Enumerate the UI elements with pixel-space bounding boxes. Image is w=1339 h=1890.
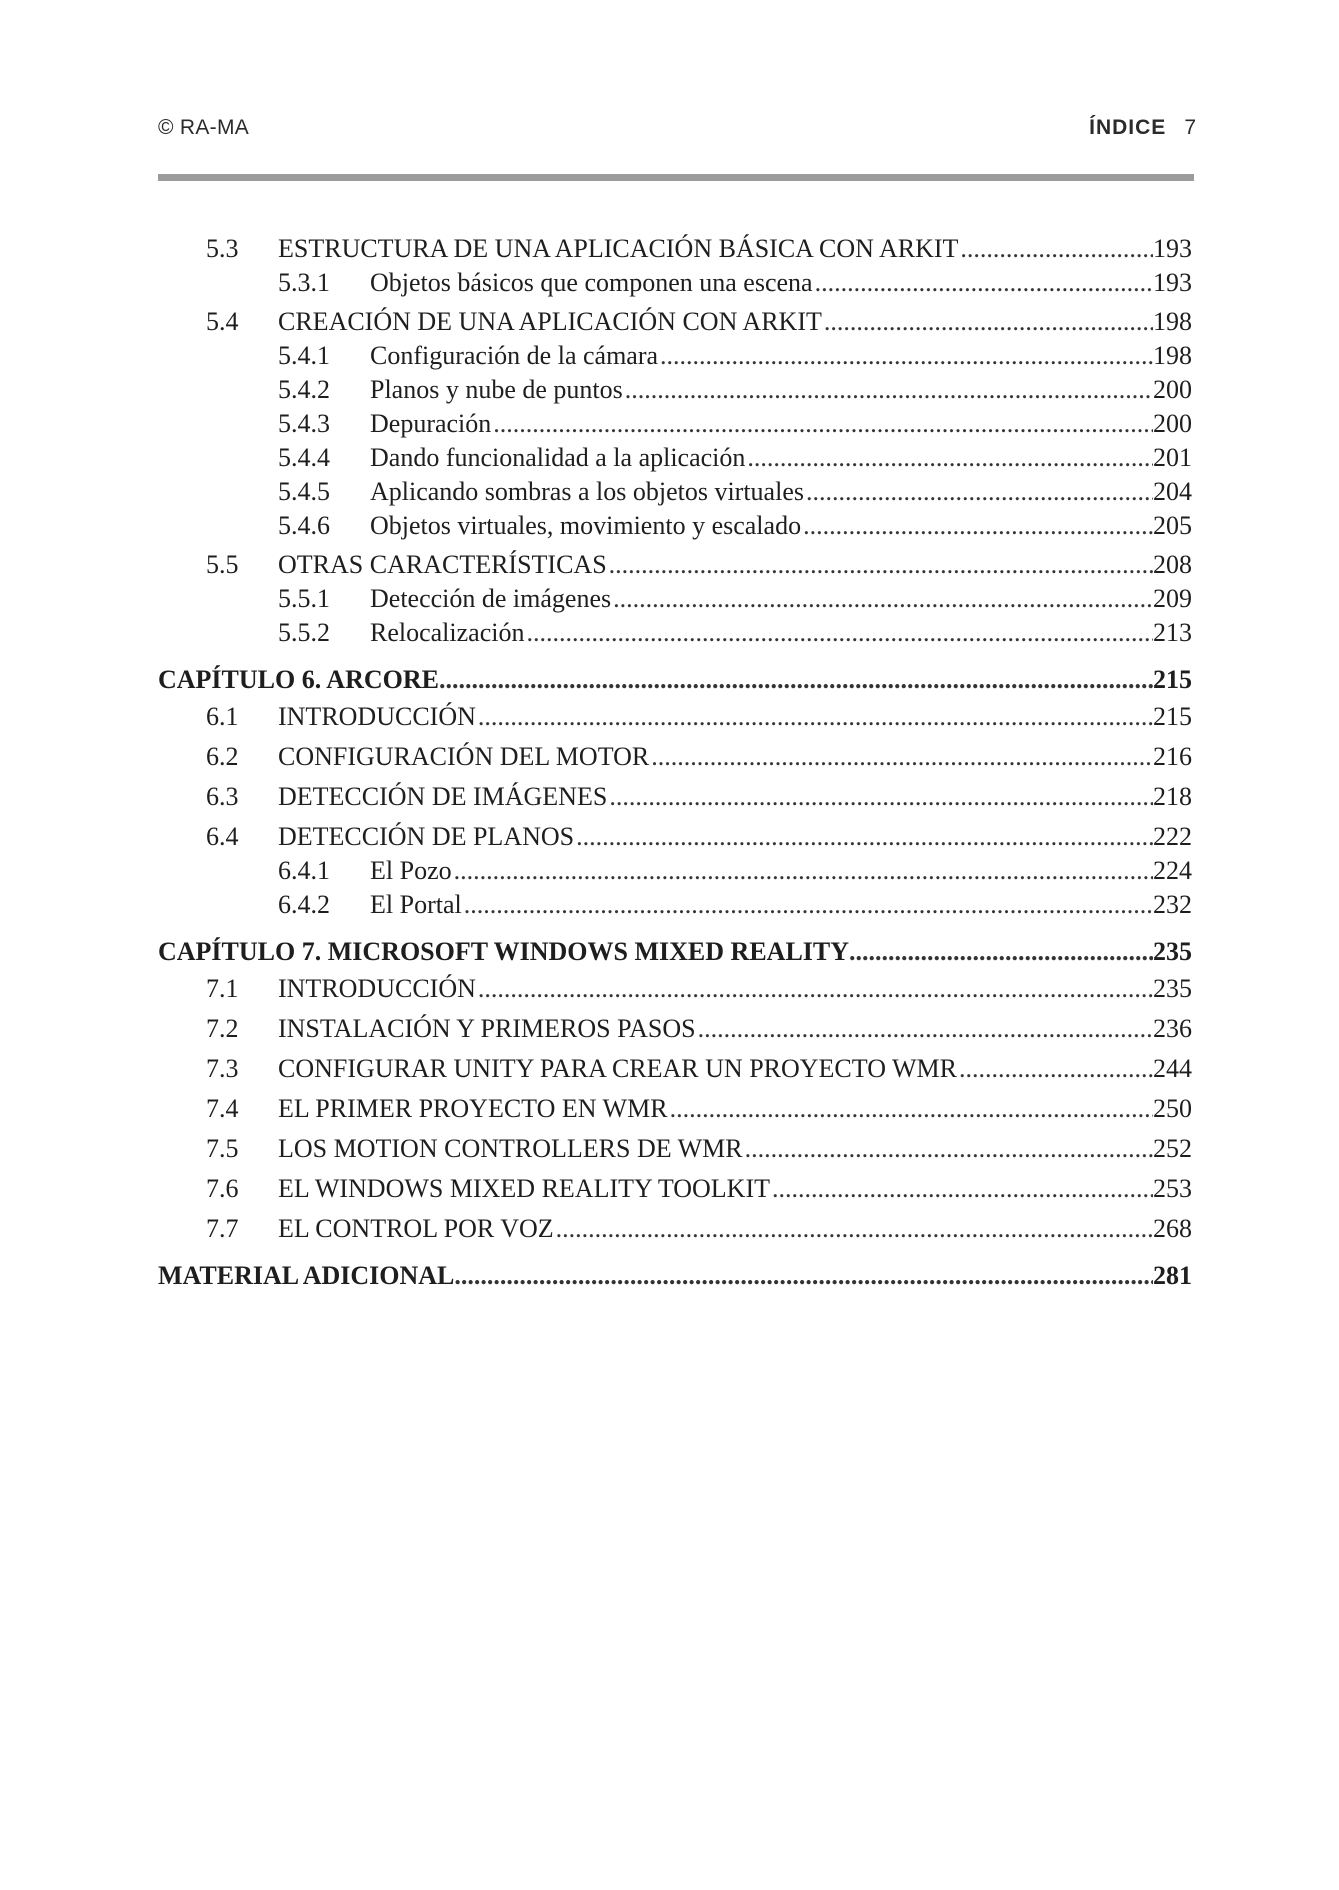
toc-entry-title: EL PRIMER PROYECTO EN WMR xyxy=(278,1094,668,1123)
dot-leader xyxy=(849,932,1153,972)
running-head xyxy=(158,116,1196,146)
toc-entry-number: 5.5.1 xyxy=(278,584,330,613)
dot-leader xyxy=(454,854,1153,888)
toc-entry-page: 253 xyxy=(1153,1174,1192,1203)
toc-entry-7-7[interactable] xyxy=(158,1212,1192,1246)
toc-entry-title: DETECCIÓN DE PLANOS xyxy=(278,822,575,851)
toc-entry-title: Objetos virtuales, movimiento y escalado xyxy=(370,511,802,540)
toc-entry-number: 6.4 xyxy=(206,822,239,851)
toc-entry-title: EL CONTROL POR VOZ xyxy=(278,1214,554,1243)
toc-entry-title: OTRAS CARACTERÍSTICAS xyxy=(278,550,607,579)
running-head-title: ÍNDICE xyxy=(1089,116,1167,139)
toc-entry-number: 5.4.4 xyxy=(278,443,330,472)
toc-entry-5-4-1[interactable] xyxy=(158,339,1192,373)
toc-entry-page: 208 xyxy=(1153,550,1192,579)
toc-entry-5-3[interactable] xyxy=(158,232,1192,266)
dot-leader xyxy=(464,888,1153,922)
toc-entry-6-1[interactable] xyxy=(158,700,1192,734)
toc-entry-page: 244 xyxy=(1153,1054,1192,1083)
toc-entry-page: 252 xyxy=(1153,1134,1192,1163)
toc-chapter-7[interactable] xyxy=(158,932,1192,972)
toc-entry-page: 193 xyxy=(1153,268,1192,297)
dot-leader xyxy=(439,660,1153,700)
dot-leader xyxy=(745,1132,1153,1166)
toc-entry-7-1[interactable] xyxy=(158,972,1192,1006)
toc-entry-title: Relocalización xyxy=(370,618,525,647)
toc-entry-number: 5.4.5 xyxy=(278,477,330,506)
toc-entry-6-4-2[interactable] xyxy=(158,888,1192,922)
toc-chapter-title: MATERIAL ADICIONAL xyxy=(158,1261,455,1290)
toc-entry-number: 6.2 xyxy=(206,742,239,771)
toc-entry-page: 250 xyxy=(1153,1094,1192,1123)
toc-material-adicional[interactable] xyxy=(158,1256,1192,1296)
toc-entry-7-2[interactable] xyxy=(158,1012,1192,1046)
table-of-contents xyxy=(158,232,1192,1296)
toc-entry-title: Aplicando sombras a los objetos virtuales xyxy=(370,477,804,506)
toc-entry-number: 5.5.2 xyxy=(278,618,330,647)
toc-entry-6-3[interactable] xyxy=(158,780,1192,814)
toc-entry-title: DETECCIÓN DE IMÁGENES xyxy=(278,782,608,811)
toc-entry-title: CONFIGURACIÓN DEL MOTOR xyxy=(278,742,650,771)
toc-entry-number: 5.5 xyxy=(206,550,239,579)
toc-entry-page: 224 xyxy=(1153,856,1192,885)
toc-entry-title: CREACIÓN DE UNA APLICACIÓN CON ARKIT xyxy=(278,307,822,336)
page-number: 7 xyxy=(1184,116,1196,139)
toc-entry-title: INSTALACIÓN Y PRIMEROS PASOS xyxy=(278,1014,696,1043)
toc-entry-number: 5.4.1 xyxy=(278,341,330,370)
dot-leader xyxy=(959,1052,1153,1086)
toc-entry-number: 7.3 xyxy=(206,1054,239,1083)
toc-entry-number: 7.2 xyxy=(206,1014,239,1043)
toc-entry-number: 6.3 xyxy=(206,782,239,811)
toc-entry-number: 6.4.2 xyxy=(278,890,330,919)
toc-entry-page: 235 xyxy=(1153,974,1192,1003)
toc-entry-page: 204 xyxy=(1153,477,1192,506)
toc-entry-title: Detección de imágenes xyxy=(370,584,612,613)
dot-leader xyxy=(803,509,1153,543)
header-rule xyxy=(158,174,1194,181)
toc-entry-page: 216 xyxy=(1153,742,1192,771)
toc-entry-number: 7.6 xyxy=(206,1174,239,1203)
dot-leader xyxy=(651,740,1153,774)
dot-leader xyxy=(526,616,1153,650)
toc-chapter-title: CAPÍTULO 7. MICROSOFT WINDOWS MIXED REALITY xyxy=(158,937,850,966)
toc-entry-number: 5.4.2 xyxy=(278,375,330,404)
toc-entry-page: 213 xyxy=(1153,618,1192,647)
dot-leader xyxy=(625,373,1153,407)
toc-entry-title: El Portal xyxy=(370,890,462,919)
toc-entry-5-3-1[interactable] xyxy=(158,266,1192,300)
toc-entry-title: El Pozo xyxy=(370,856,452,885)
toc-entry-7-4[interactable] xyxy=(158,1092,1192,1126)
toc-entry-5-5[interactable] xyxy=(158,548,1192,582)
toc-entry-5-4-4[interactable] xyxy=(158,441,1192,475)
toc-entry-title: Dando funcionalidad a la aplicación xyxy=(370,443,746,472)
toc-entry-number: 7.5 xyxy=(206,1134,239,1163)
dot-leader xyxy=(478,700,1153,734)
dot-leader xyxy=(609,548,1153,582)
toc-entry-5-4-3[interactable] xyxy=(158,407,1192,441)
dot-leader xyxy=(556,1212,1153,1246)
toc-chapter-page: 215 xyxy=(1153,665,1192,694)
toc-entry-page: 205 xyxy=(1153,511,1192,540)
dot-leader xyxy=(613,582,1153,616)
dot-leader xyxy=(576,820,1153,854)
toc-entry-page: 268 xyxy=(1153,1214,1192,1243)
toc-entry-title: Objetos básicos que componen una escena xyxy=(370,268,813,297)
toc-entry-page: 218 xyxy=(1153,782,1192,811)
toc-entry-number: 7.1 xyxy=(206,974,239,1003)
toc-entry-number: 6.1 xyxy=(206,702,239,731)
dot-leader xyxy=(609,780,1153,814)
dot-leader xyxy=(698,1012,1153,1046)
dot-leader xyxy=(772,1172,1153,1206)
publisher-copyright: © RA-MA xyxy=(158,116,250,139)
dot-leader xyxy=(454,1256,1153,1296)
toc-entry-page: 200 xyxy=(1153,409,1192,438)
toc-entry-number: 5.3 xyxy=(206,234,239,263)
toc-entry-title: INTRODUCCIÓN xyxy=(278,974,476,1003)
dot-leader xyxy=(960,232,1153,266)
toc-entry-5-5-1[interactable] xyxy=(158,582,1192,616)
toc-entry-number: 7.7 xyxy=(206,1214,239,1243)
toc-entry-title: LOS MOTION CONTROLLERS DE WMR xyxy=(278,1134,743,1163)
dot-leader xyxy=(747,441,1153,475)
toc-entry-5-4-6[interactable] xyxy=(158,509,1192,543)
toc-entry-title: CONFIGURAR UNITY PARA CREAR UN PROYECTO WMR xyxy=(278,1054,957,1083)
running-head-right xyxy=(1089,116,1196,140)
toc-entry-5-4-5[interactable] xyxy=(158,475,1192,509)
toc-entry-page: 198 xyxy=(1153,307,1192,336)
toc-entry-page: 201 xyxy=(1153,443,1192,472)
toc-entry-title: INTRODUCCIÓN xyxy=(278,702,476,731)
toc-entry-5-4[interactable] xyxy=(158,305,1192,339)
dot-leader xyxy=(824,305,1153,339)
toc-entry-number: 7.4 xyxy=(206,1094,239,1123)
toc-entry-number: 5.4 xyxy=(206,307,239,336)
toc-entry-7-6[interactable] xyxy=(158,1172,1192,1206)
dot-leader xyxy=(815,266,1153,300)
dot-leader xyxy=(660,339,1153,373)
toc-entry-page: 193 xyxy=(1153,234,1192,263)
toc-entry-title: EL WINDOWS MIXED REALITY TOOLKIT xyxy=(278,1174,770,1203)
toc-chapter-6[interactable] xyxy=(158,660,1192,700)
toc-chapter-page: 235 xyxy=(1153,937,1192,966)
toc-entry-page: 236 xyxy=(1153,1014,1192,1043)
toc-entry-number: 5.4.3 xyxy=(278,409,330,438)
toc-entry-title: ESTRUCTURA DE UNA APLICACIÓN BÁSICA CON ARKIT xyxy=(278,234,959,263)
toc-entry-number: 5.4.6 xyxy=(278,511,330,540)
toc-entry-6-4-1[interactable] xyxy=(158,854,1192,888)
toc-entry-page: 198 xyxy=(1153,341,1192,370)
dot-leader xyxy=(493,407,1153,441)
dot-leader xyxy=(670,1092,1153,1126)
toc-entry-page: 209 xyxy=(1153,584,1192,613)
toc-entry-7-3[interactable] xyxy=(158,1052,1192,1086)
toc-entry-page: 232 xyxy=(1153,890,1192,919)
dot-leader xyxy=(806,475,1153,509)
dot-leader xyxy=(478,972,1153,1006)
toc-entry-page: 200 xyxy=(1153,375,1192,404)
toc-entry-6-2[interactable] xyxy=(158,740,1192,774)
toc-entry-page: 222 xyxy=(1153,822,1192,851)
toc-chapter-title: CAPÍTULO 6. ARCORE xyxy=(158,665,439,694)
toc-entry-5-4-2[interactable] xyxy=(158,373,1192,407)
toc-entry-5-5-2[interactable] xyxy=(158,616,1192,650)
toc-entry-title: Configuración de la cámara xyxy=(370,341,659,370)
toc-entry-page: 215 xyxy=(1153,702,1192,731)
toc-chapter-page: 281 xyxy=(1153,1261,1192,1290)
toc-entry-7-5[interactable] xyxy=(158,1132,1192,1166)
toc-entry-6-4[interactable] xyxy=(158,820,1192,854)
toc-entry-title: Planos y nube de puntos xyxy=(370,375,623,404)
toc-entry-number: 5.3.1 xyxy=(278,268,330,297)
toc-entry-number: 6.4.1 xyxy=(278,856,330,885)
toc-entry-title: Depuración xyxy=(370,409,492,438)
